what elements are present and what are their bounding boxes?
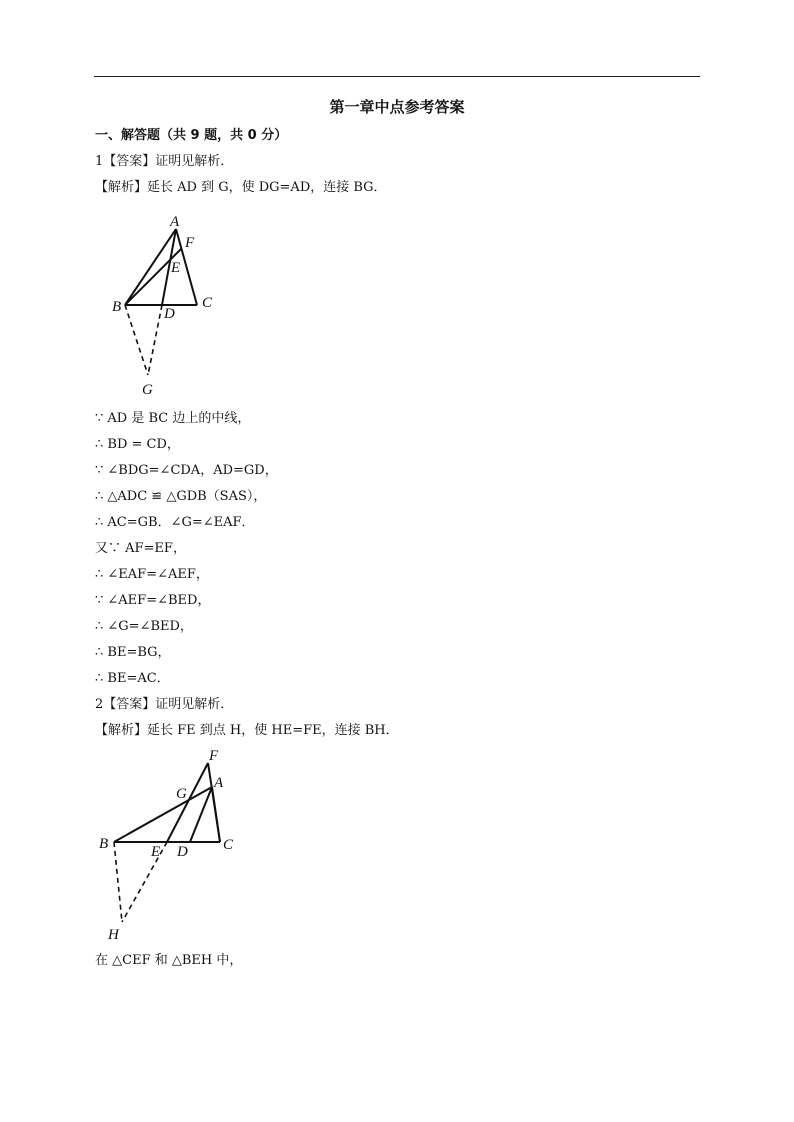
q2-figure: [95, 745, 245, 945]
section-heading: 一、解答题（共 9 题，共 0 分）: [95, 128, 288, 143]
label-e: E: [151, 844, 161, 860]
q1-step-10: ∴ BE=BG，: [95, 645, 171, 660]
segment-eh-dashed: [122, 842, 167, 922]
segment-bf: [125, 249, 181, 305]
segment-ad: [190, 787, 212, 842]
q1-step-8: ∵ ∠AEF=∠BED，: [95, 593, 211, 608]
q1-step-11: ∴ BE=AC．: [95, 671, 170, 686]
label-c: C: [202, 295, 213, 311]
label-f: F: [209, 748, 219, 764]
label-g: G: [142, 382, 153, 398]
q2-step-1: 在 △CEF 和 △BEH 中，: [95, 953, 243, 968]
q1-step-9: ∴ ∠G=∠BED，: [95, 619, 193, 634]
label-d: D: [164, 306, 175, 322]
page-title: 第一章中点参考答案: [329, 98, 465, 116]
q1-step-4: ∴ △ADC ≌ △GDB（SAS），: [95, 489, 267, 504]
label-c: C: [223, 837, 234, 853]
segment-ba: [114, 787, 212, 842]
label-e: E: [171, 260, 181, 276]
label-f: F: [185, 235, 195, 251]
q1-step-5: ∴ AC=GB．∠G=∠EAF．: [95, 515, 255, 530]
label-g: G: [176, 786, 187, 802]
segment-bg-dashed: [125, 305, 148, 375]
label-b: B: [99, 836, 109, 852]
q2-answer: 2【答案】证明见解析．: [95, 697, 234, 712]
label-a: A: [214, 775, 224, 791]
label-h: H: [108, 927, 119, 943]
header-rule: [94, 76, 700, 77]
segment-fe: [167, 763, 208, 842]
q1-step-1: ∵ AD 是 BC 边上的中线，: [95, 411, 251, 426]
q2-analysis: 【解析】延长 FE 到点 H，使 HE=FE，连接 BH．: [95, 723, 399, 738]
label-b: B: [112, 299, 122, 315]
label-d: D: [177, 844, 188, 860]
label-a: A: [170, 214, 180, 230]
q1-answer: 1【答案】证明见解析．: [95, 154, 234, 169]
q1-analysis: 【解析】延长 AD 到 G，使 DG=AD，连接 BG．: [95, 180, 387, 195]
q1-step-3: ∵ ∠BDG=∠CDA，AD=GD，: [95, 463, 278, 478]
q1-step-2: ∴ BD = CD，: [95, 437, 180, 452]
q1-step-7: ∴ ∠EAF=∠AEF，: [95, 567, 209, 582]
segment-bh-dashed: [114, 842, 122, 922]
segment-dg-dashed: [148, 305, 162, 375]
q1-step-6: 又∵ AF=EF，: [95, 541, 186, 556]
q1-figure: [100, 205, 230, 405]
